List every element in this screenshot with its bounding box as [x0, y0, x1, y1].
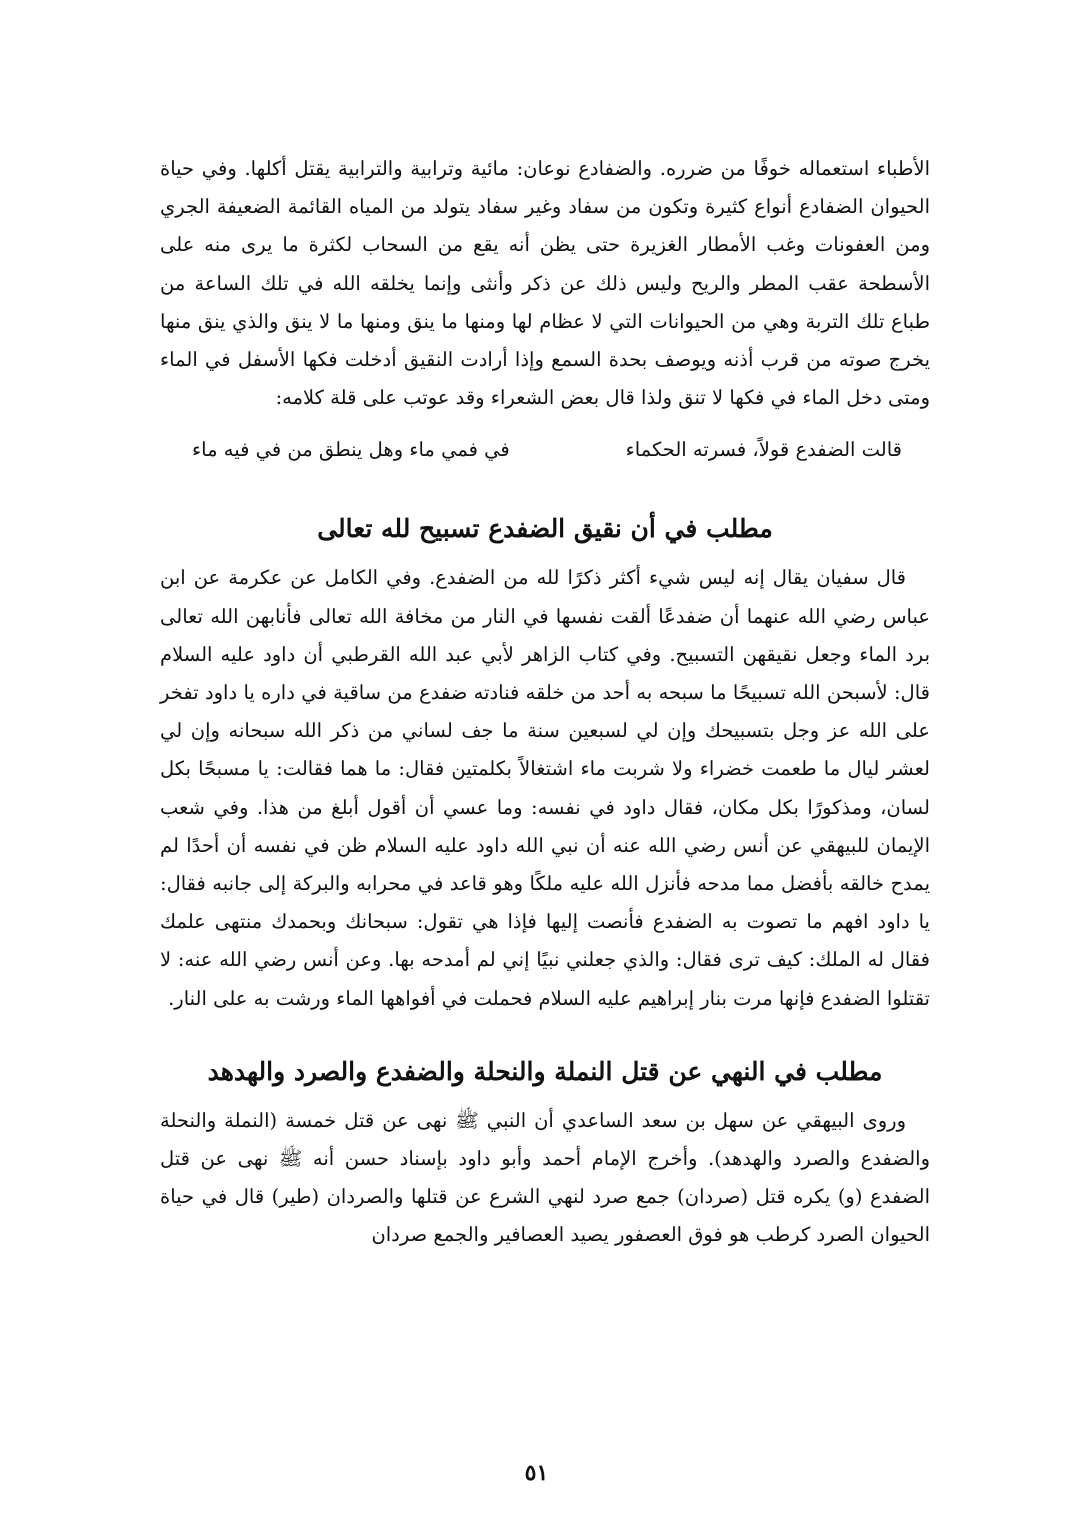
- verse-first-hemistich: قالت الضفدع قولاً، فسرته الحكماء: [625, 438, 902, 462]
- section-heading-killing-prohibition: مطلب في النهي عن قتل النملة والنحلة والضفدع والصرد والهدهد: [207, 1056, 883, 1086]
- verse-second-hemistich: في فمي ماء وهل ينطق من في فيه ماء: [192, 438, 510, 462]
- section-heading-frog-tasbih: مطلب في أن نقيق الضفدع تسبيح لله تعالى: [317, 514, 773, 544]
- paragraph-killing-prohibition: وروى البيهقي عن سهل بن سعد الساعدي أن النبي ﷺ نهى عن قتل خمسة (النملة والنحلة والضفدع والصرد والهدهد). وأخرج الإمام أحمد وأبو داود بإسناد حسن أنه ﷺ نهى عن قتل الضفدع (و) يكره قتل (صردان) جمع صرد لنهي الشرع عن قتلها والصردان (طير) قال في حياة الحيوان الصرد كرطب هو فوق العصفور يصيد العصافير والجمع صردان: [160, 1108, 930, 1247]
- poetry-verse: [192, 431, 902, 469]
- paragraph-frog-types: الأطباء استعماله خوفًا من ضرره. والضفادع نوعان: مائية وترابية والترابية يقتل أكلها. وفي حياة الحيوان الضفادع أنواع كثيرة وتكون من سفاد وغير سفاد يتولد من المياه القائمة الضعيفة الجري ومن العفونات وغب الأمطار الغزيرة حتى يظن أنه يقع من السحاب لكثرة ما يرى منه على الأسطحة عقب المطر والريح وليس ذلك عن ذكر وأنثى وإنما يخلقه الله في تلك الساعة من طباع تلك التربة وهي من الحيوانات التي لا عظام لها ومنها ما ينق ومنها ما لا ينق والذي ينق منها يخرج صوته من قرب أذنه ويوصف بحدة السمع وإذا أرادت النقيق أدخلت فكها الأسفل في الماء ومتى دخل الماء في فكها لا تنق ولذا قال بعض الشعراء وقد عوتب على قلة كلامه:: [160, 157, 930, 410]
- page-body: [160, 150, 930, 1255]
- paragraph-frog-tasbih: قال سفيان يقال إنه ليس شيء أكثر ذكرًا لله من الضفدع. وفي الكامل عن عكرمة عن ابن عباس رضي الله عنهما أن ضفدعًا ألقت نفسها في النار من مخافة الله تعالى فأنابهن الله تعالى برد الماء وجعل نقيقهن التسبيح. وفي كتاب الزاهر لأبي عبد الله القرطبي أن داود عليه السلام قال: لأسبحن الله تسبيحًا ما سبحه به أحد من خلقه فنادته ضفدع من ساقية في داره يا داود تفخر على الله عز وجل بتسبيحك وإن لي لسبعين سنة ما جف لساني من ذكر الله سبحانه وإن لي لعشر ليال ما طعمت خضراء ولا شربت ماء اشتغالاً بكلمتين فقال: ما هما فقالت: يا مسبحًا بكل لسان، ومذكورًا بكل مكان، فقال داود في نفسه: وما عسي أن أقول أبلغ من هذا. وفي شعب الإيمان للبيهقي عن أنس رضي الله عنه أن نبي الله داود عليه السلام ظن في نفسه أن أحدًا لم يمدح خالقه بأفضل مما مدحه فأنزل الله عليه ملكًا وهو قاعد في محرابه والبركة إلى جانبه فقال: يا داود افهم ما تصوت به الضفدع فأنصت إليها فإذا هي تقول: سبحانك وبحمدك منتهى علمك فقال له الملك: كيف ترى فقال: والذي جعلني نبيًا إني لم أمدحه بها. وعن أنس رضي الله عنه: لا تقتلوا الضفدع فإنها مرت بنار إبراهيم عليه السلام فحملت في أفواهها الماء ورشت به على النار.: [160, 566, 930, 1010]
- page-number: ٥١: [524, 1460, 549, 1486]
